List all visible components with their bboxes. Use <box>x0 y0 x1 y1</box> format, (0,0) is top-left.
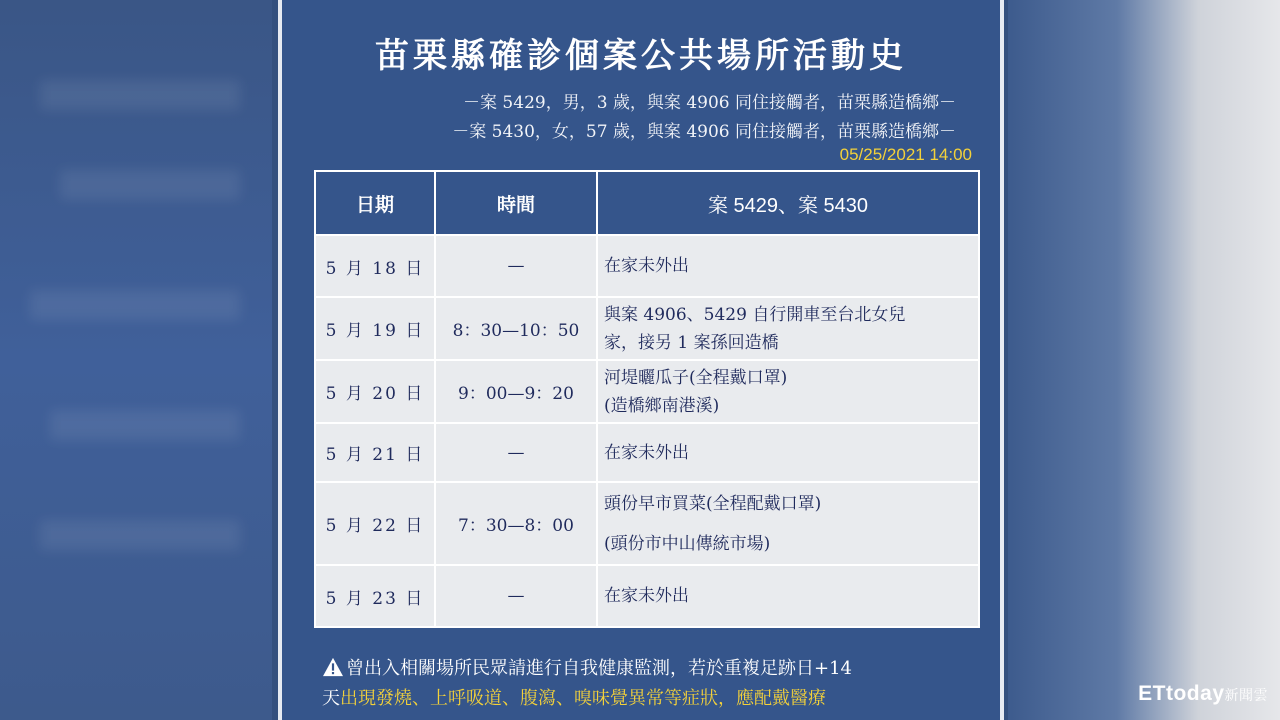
table-row <box>315 297 979 360</box>
case-5430-subtitle: －案 5430，女，57 歲，與案 4906 同住接觸者，苗栗縣造橋鄉－ <box>452 122 956 142</box>
row-date: 5 月 18 日 <box>315 235 435 297</box>
row-activity: 在家未外出 <box>597 423 979 482</box>
notice-line-2: 天出現發燒、上呼吸道、腹瀉、嗅味覺異常等症狀，應配戴醫療 <box>322 688 826 709</box>
row-activity: 頭份早市買菜(全程配戴口罩) (頭份市中山傳統市場) <box>597 482 979 565</box>
header-cases: 案 5429、案 5430 <box>597 171 979 235</box>
activity-table <box>314 170 980 628</box>
case-5429-subtitle: －案 5429，男，3 歲，與案 4906 同住接觸者，苗栗縣造橋鄉－ <box>463 93 956 113</box>
timestamp: 05/25/2021 14:00 <box>839 145 972 164</box>
table-row <box>315 360 979 423</box>
row-time: — <box>435 423 597 482</box>
row-time: 9：00—9：20 <box>435 360 597 423</box>
row-activity: 與案 4906、5429 自行開車至台北女兒 家，接另 1 案孫回造橋 <box>597 297 979 360</box>
header-date: 日期 <box>315 171 435 235</box>
row-time: — <box>435 235 597 297</box>
health-notice <box>322 654 982 714</box>
row-date: 5 月 21 日 <box>315 423 435 482</box>
row-date: 5 月 22 日 <box>315 482 435 565</box>
ettoday-watermark: ETtoday新聞雲 <box>1138 682 1268 705</box>
warning-icon <box>322 657 344 677</box>
table-row <box>315 423 979 482</box>
row-time: 8：30—10：50 <box>435 297 597 360</box>
blurred-background-right <box>1008 0 1280 720</box>
row-time: — <box>435 565 597 627</box>
row-time: 7：30—8：00 <box>435 482 597 565</box>
row-activity: 在家未外出 <box>597 235 979 297</box>
table-row <box>315 565 979 627</box>
poster <box>278 0 1004 720</box>
notice-line-1: 曾出入相關場所民眾請進行自我健康監測，若於重複足跡日+14 <box>322 654 982 684</box>
row-date: 5 月 23 日 <box>315 565 435 627</box>
row-date: 5 月 20 日 <box>315 360 435 423</box>
header-time: 時間 <box>435 171 597 235</box>
row-activity: 在家未外出 <box>597 565 979 627</box>
row-activity: 河堤曬瓜子(全程戴口罩) (造橋鄉南港溪) <box>597 360 979 423</box>
row-date: 5 月 19 日 <box>315 297 435 360</box>
table-header-row <box>315 171 979 235</box>
table-row <box>315 482 979 565</box>
blurred-background-left <box>0 0 272 720</box>
poster-title: 苗栗縣確診個案公共場所活動史 <box>375 36 907 76</box>
table-row <box>315 235 979 297</box>
